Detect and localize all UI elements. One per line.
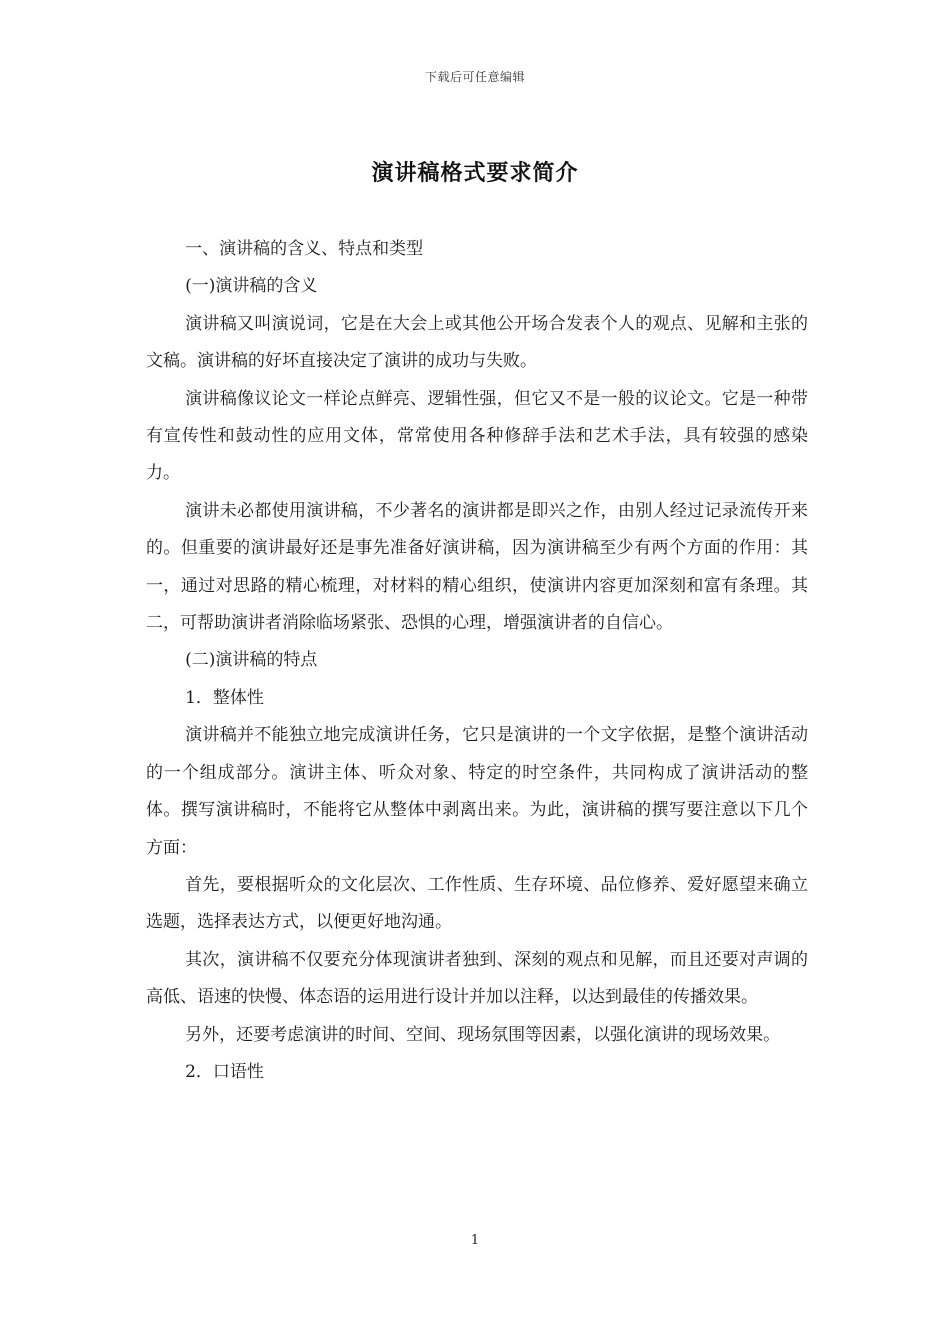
body-paragraph: 演讲未必都使用演讲稿，不少著名的演讲都是即兴之作，由别人经过记录流传开来的。但重要的演讲最好还是事先准备好演讲稿，因为演讲稿至少有两个方面的作用：其一，通过对思路的精心梳理，对材料的精心组织，使演讲内容更加深刻和富有条理。其二，可帮助演讲者消除临场紧张、恐惧的心理，增强演讲者的自信心。 (146, 500, 808, 634)
body-paragraph: 其次，演讲稿不仅要充分体现演讲者独到、深刻的观点和见解，而且还要对声调的高低、语速的快慢、体态语的运用进行设计并加以注释，以达到最佳的传播效果。 (146, 949, 808, 1008)
subsection-heading: (二)演讲稿的特点 (185, 650, 318, 671)
body-paragraph: 演讲稿又叫演说词，它是在大会上或其他公开场合发表个人的观点、见解和主张的文稿。演讲稿的好坏直接决定了演讲的成功与失败。 (146, 313, 808, 372)
body-paragraph: 另外，还要考虑演讲的时间、空间、现场氛围等因素，以强化演讲的现场效果。 (185, 1024, 781, 1045)
section-heading: 一、演讲稿的含义、特点和类型 (185, 239, 424, 259)
page-number: 1 (470, 1233, 480, 1248)
subsection-heading: (一)演讲稿的含义 (185, 276, 318, 297)
header-note: 下载后可任意编辑 (424, 70, 525, 84)
body-paragraph: 首先，要根据听众的文化层次、工作性质、生存环境、品位修养、爱好愿望来确立选题，选择表达方式，以便更好地沟通。 (146, 874, 808, 933)
body-paragraph: 演讲稿像议论文一样论点鲜亮、逻辑性强，但它又不是一般的议论文。它是一种带有宣传性和鼓动性的应用文体，常常使用各种修辞手法和艺术手法，具有较强的感染力。 (146, 388, 808, 484)
body-paragraph: 演讲稿并不能独立地完成演讲任务，它只是演讲的一个文字依据，是整个演讲活动的一个组成部分。演讲主体、听众对象、特定的时空条件，共同构成了演讲活动的整体。撰写演讲稿时，不能将它从整体中剥离出来。为此，演讲稿的撰写要注意以下几个方面： (146, 725, 808, 858)
document-title: 演讲稿格式要求简介 (371, 160, 579, 186)
document-body (146, 231, 808, 1091)
item-heading: 1．整体性 (185, 687, 264, 708)
item-heading: 2．口语性 (185, 1061, 264, 1082)
